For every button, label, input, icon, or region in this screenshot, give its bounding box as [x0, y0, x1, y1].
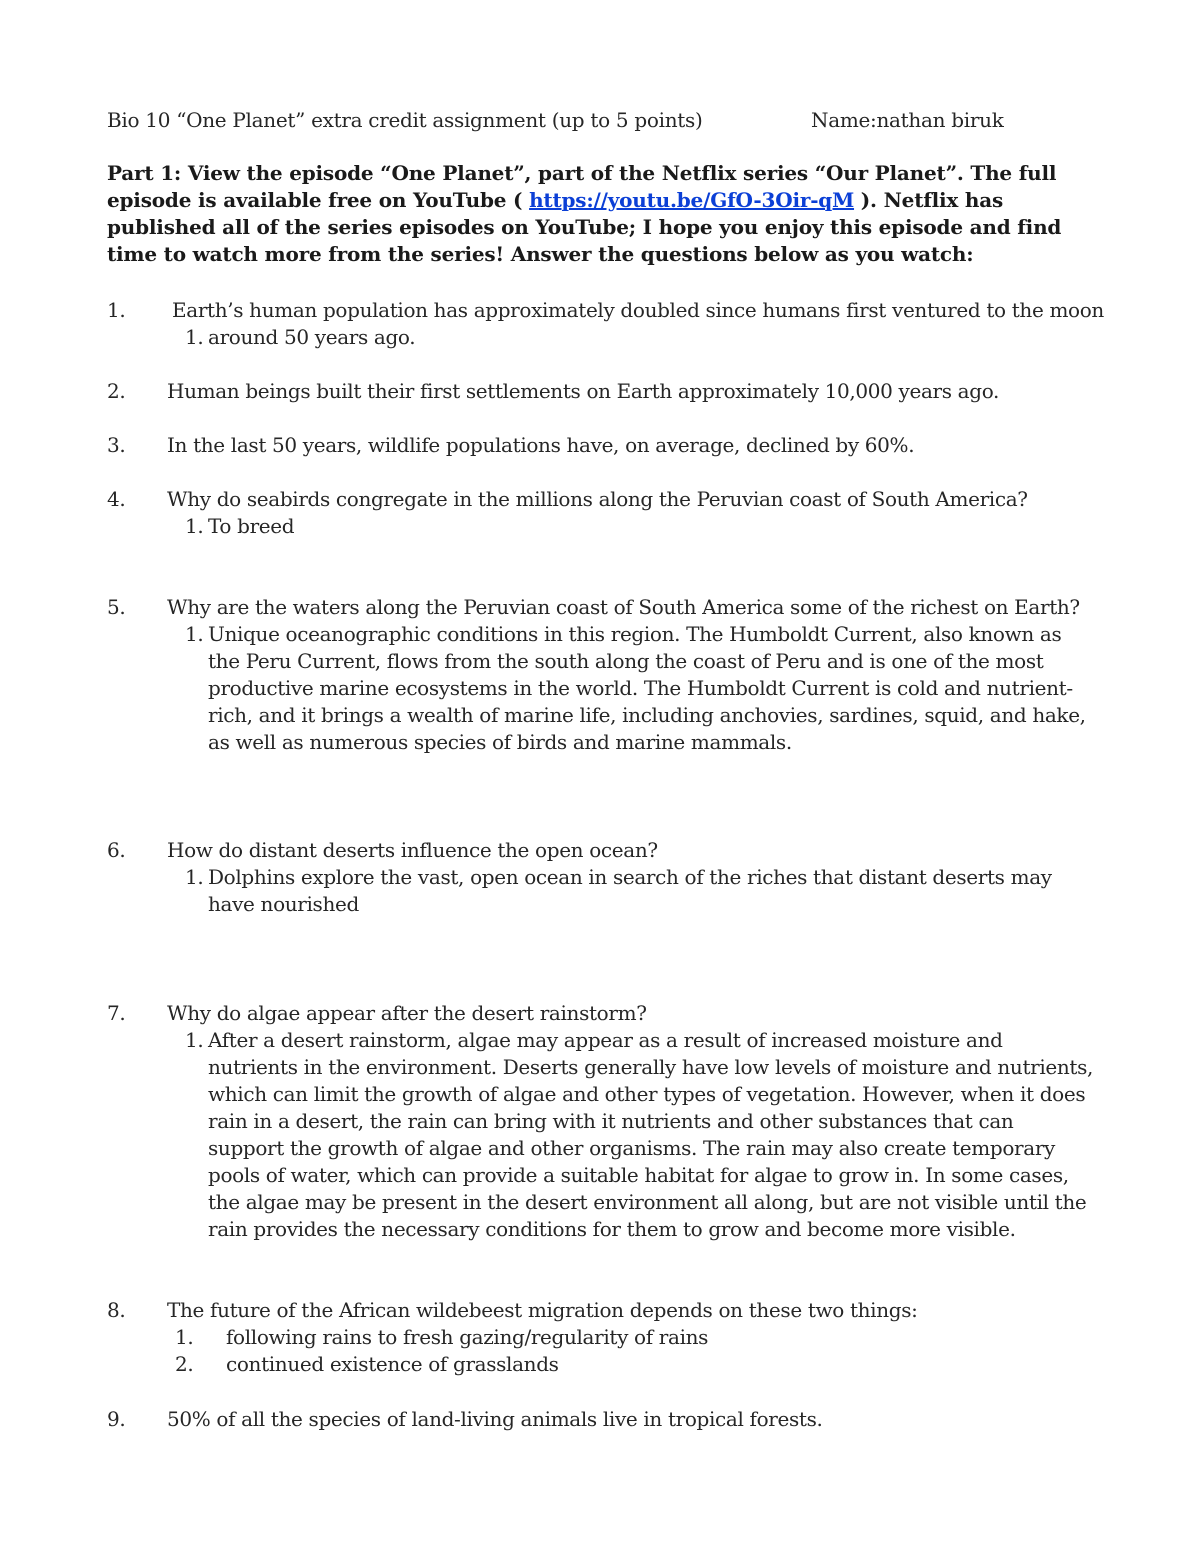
question-text: In the last 50 years, wildlife populations have, on average, declined by 60%.	[167, 433, 915, 457]
question-text: The future of the African wildebeest migration depends on these two things:	[167, 1298, 918, 1322]
question-text: 50% of all the species of land-living animals live in tropical forests.	[167, 1407, 823, 1431]
instructions-paragraph	[107, 160, 1097, 268]
answer-5	[185, 621, 1095, 756]
youtube-link[interactable]: https://youtu.be/GfO-3Oir-qM	[529, 188, 855, 212]
answer-number: 2.	[175, 1352, 194, 1376]
question-number: 4.	[107, 487, 126, 511]
question-text: Why do seabirds congregate in the millions along the Peruvian coast of South America?	[167, 487, 1028, 511]
question-text: How do distant deserts influence the open ocean?	[167, 838, 658, 862]
question-number: 5.	[107, 595, 126, 619]
answer-text: Unique oceanographic conditions in this region. The Humboldt Current, also known as the Peru Current, flows from the south along the coast of Peru and is one of the most productive marine ecosystems in the world. The Humboldt Current is cold and nutrient-rich, and it brings a wealth of marine life, including anchovies, sardines, squid, and hake, as well as numerous species of birds and marine mammals.	[208, 622, 1086, 754]
answer-text: continued existence of grasslands	[226, 1352, 559, 1376]
instructions-text-start: Part 1: View the episode “One Planet”, part of the Netflix series “Our Planet”. The full episode is available free on YouTube (	[107, 161, 1057, 212]
answer-text: following rains to fresh gazing/regularity of rains	[226, 1325, 709, 1349]
instructions-text-end: ). Netflix has published all of the series episodes on YouTube; I hope you enjoy this episode and find time to watch more from the series! Answer the questions below as you watch:	[107, 188, 1062, 266]
question-number: 8.	[107, 1298, 126, 1322]
answer-number: 1.	[185, 865, 204, 889]
student-name: Name:nathan biruk	[811, 108, 1004, 132]
question-number: 7.	[107, 1001, 126, 1025]
question-number: 9.	[107, 1407, 126, 1431]
question-number: 2.	[107, 379, 126, 403]
answer-7	[185, 1027, 1095, 1243]
answer-number: 1.	[185, 325, 204, 349]
answer-text: To breed	[208, 514, 295, 538]
answer-text: Dolphins explore the vast, open ocean in search of the riches that distant deserts may have nourished	[208, 865, 1052, 916]
question-text: Human beings built their first settlements on Earth approximately 10,000 years ago.	[167, 379, 1000, 403]
question-number: 1.	[107, 298, 126, 322]
assignment-title: Bio 10 “One Planet” extra credit assignment (up to 5 points)	[107, 108, 703, 132]
answer-6	[185, 864, 1095, 918]
question-number: 6.	[107, 838, 126, 862]
question-text: Earth’s human population has approximately doubled since humans first ventured to the moon	[172, 298, 1104, 322]
question-text: Why do algae appear after the desert rainstorm?	[167, 1001, 647, 1025]
answer-number: 1.	[175, 1325, 194, 1349]
question-number: 3.	[107, 433, 126, 457]
answer-number: 1.	[185, 514, 204, 538]
answer-text: After a desert rainstorm, algae may appear as a result of increased moisture and nutrients in the environment. Deserts generally have low levels of moisture and nutrients, which can limit the growth of algae and other types of vegetation. However, when it does rain in a desert, the rain can bring with it nutrients and other substances that can support the growth of algae and other organisms. The rain may also create temporary pools of water, which can provide a suitable habitat for algae to grow in. In some cases, the algae may be present in the desert environment all along, but are not visible until the rain provides the necessary conditions for them to grow and become more visible.	[208, 1028, 1094, 1241]
answer-text: around 50 years ago.	[208, 325, 416, 349]
answer-number: 1.	[185, 622, 204, 646]
answer-4	[185, 513, 1095, 540]
question-text: Why are the waters along the Peruvian coast of South America some of the richest on Earth?	[167, 595, 1080, 619]
answer-1	[185, 324, 1095, 351]
answer-number: 1.	[185, 1028, 204, 1052]
